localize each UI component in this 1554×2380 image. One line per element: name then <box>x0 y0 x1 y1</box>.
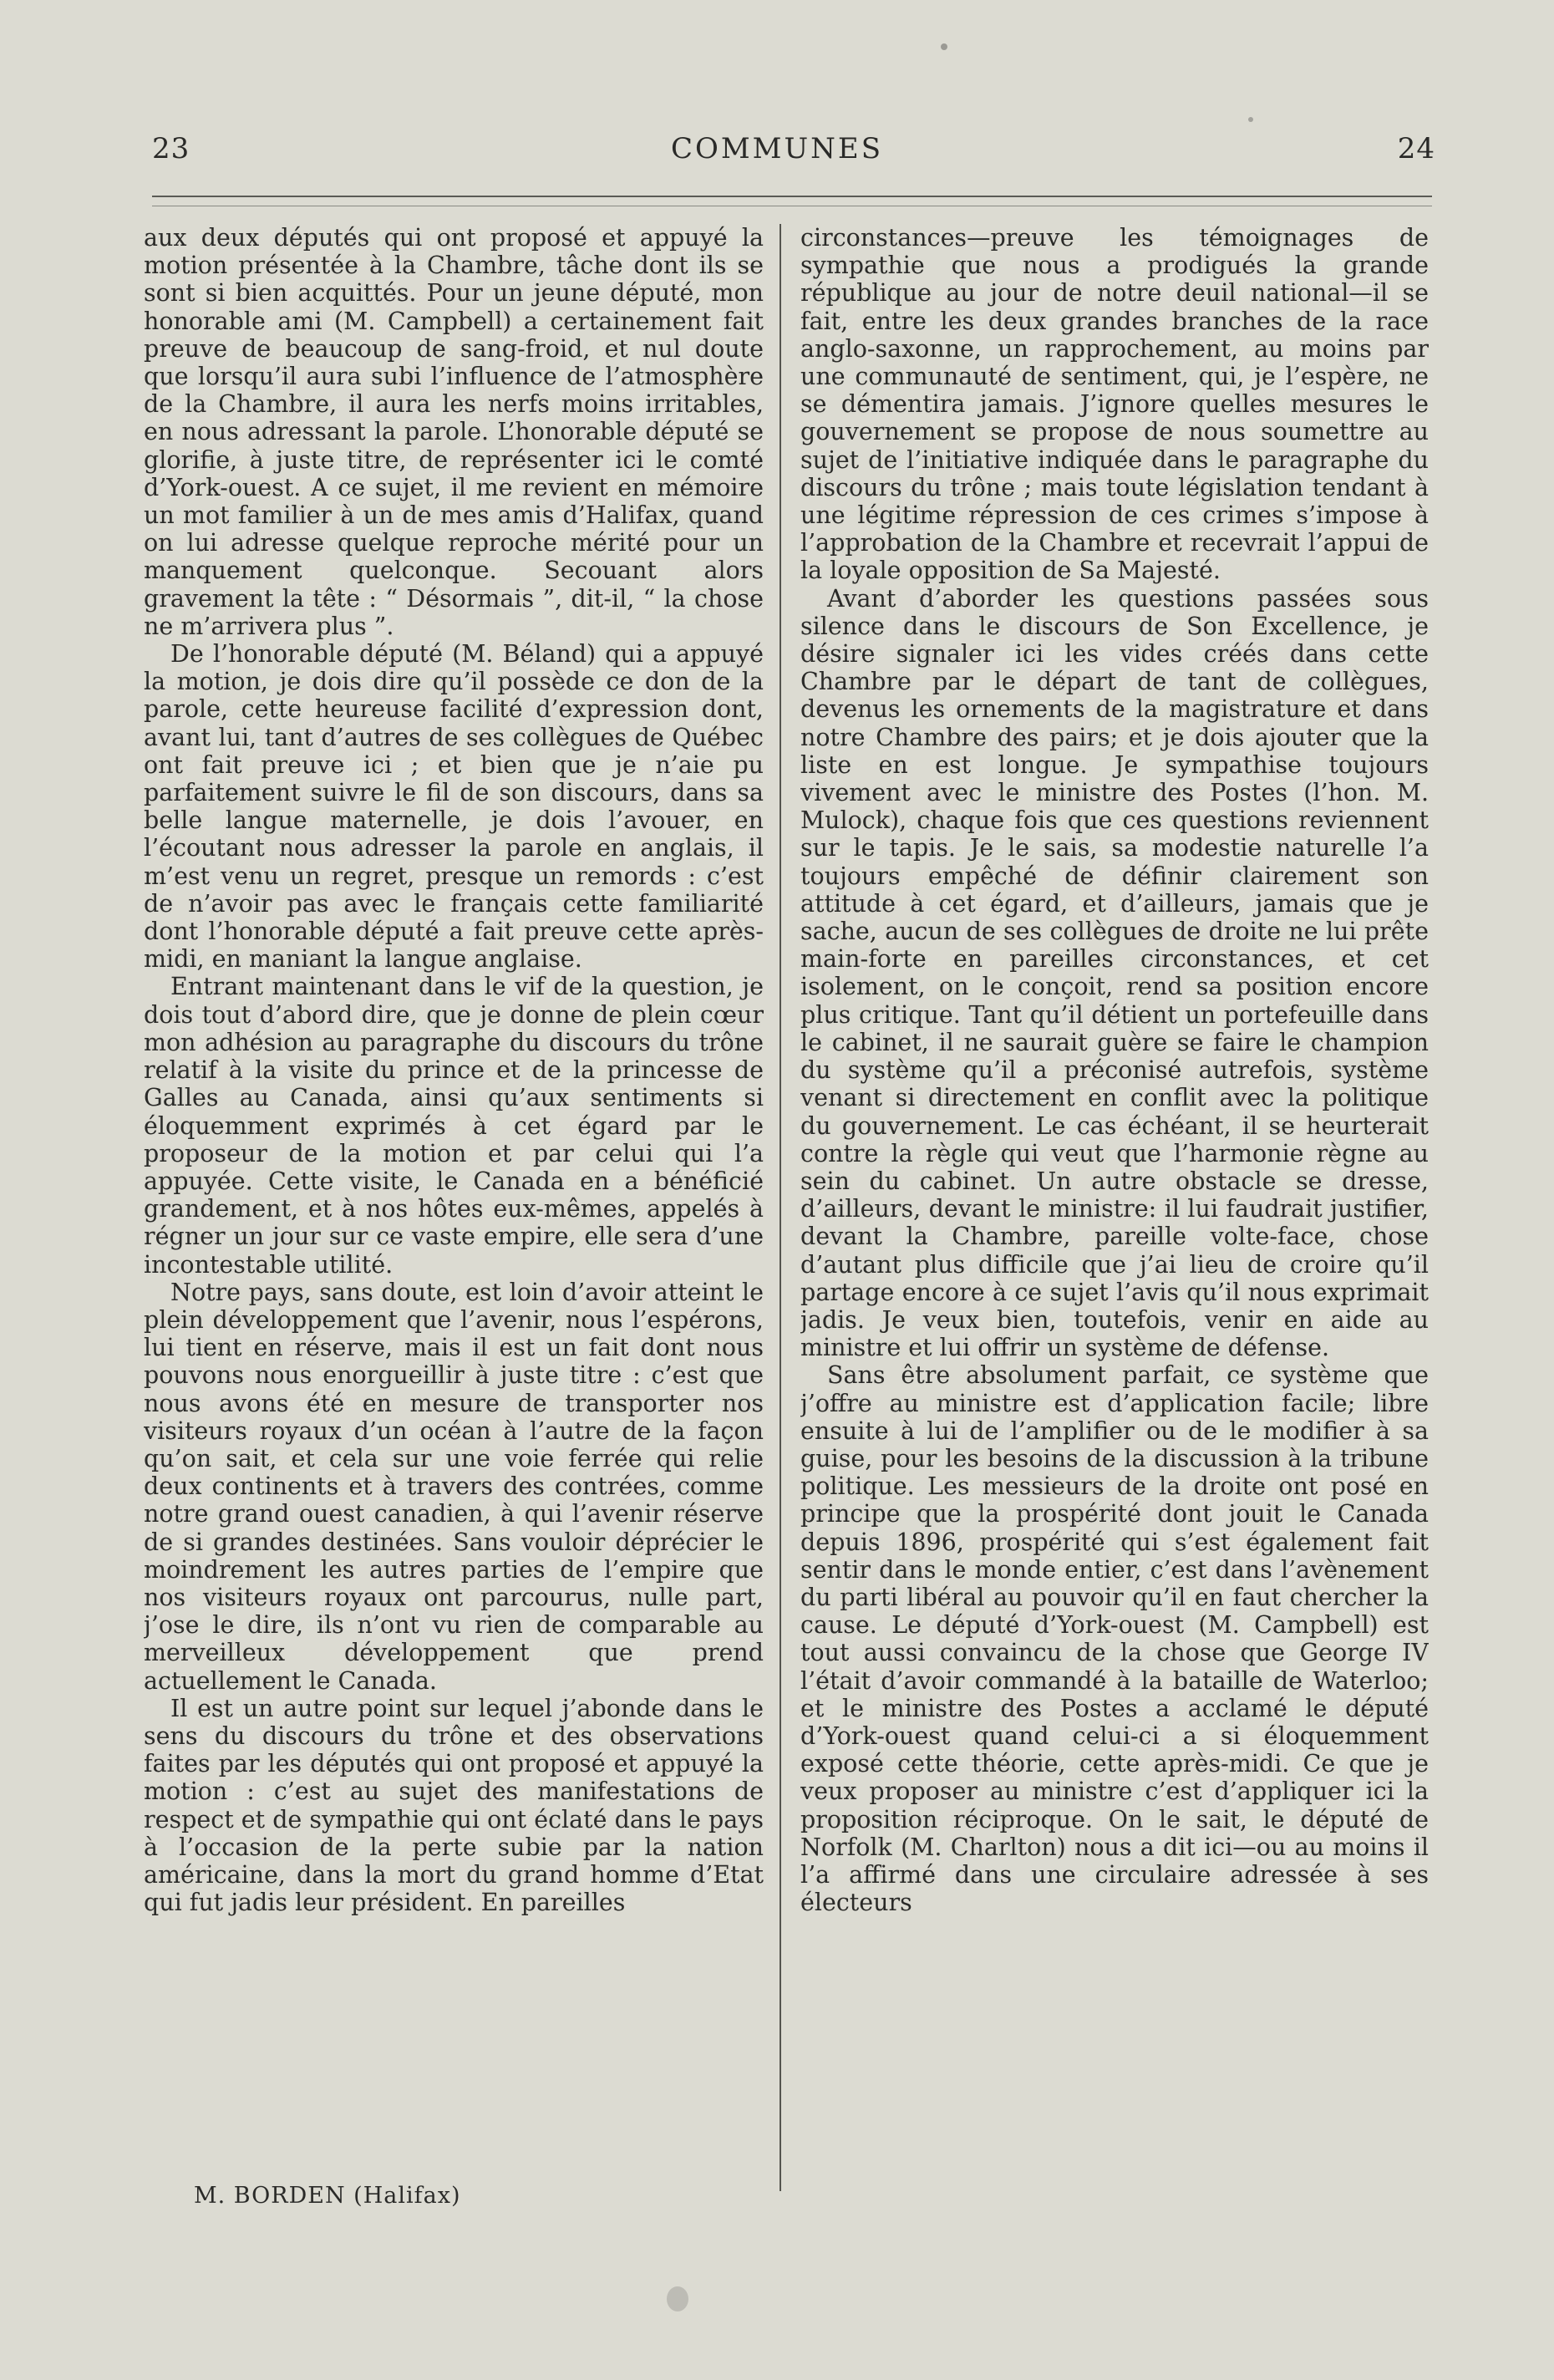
running-title: COMMUNES <box>670 132 884 165</box>
paragraph: De l’honorable député (M. Béland) qui a appuyé la motion, je dois dire qu’il possède ce don de la parole, cette heureuse facilité d’expression dont, avant lui, tant d’autres de ses collègues de Québec ont fait preuve ici ; et bien que je n’aie pu parfaitement suivre le fil de son discours, dans sa belle langue maternelle, je dois l’avouer, en l’écoutant nous adresser la parole en anglais, il m’est venu un regret, presque un remords : c’est de n’avoir pas avec le français cette familiarité dont l’honorable député a fait preuve cette après-midi, en maniant la langue anglaise. <box>144 640 764 974</box>
page-speck <box>1248 117 1253 122</box>
paragraph: Notre pays, sans doute, est loin d’avoir atteint le plein développement que l’avenir, nous l’espérons, lui tient en réserve, mais il est un fait dont nous pouvons nous enorgueillir à juste titre : c’est que nous avons été en mesure de transporter nos visiteurs royaux d’un océan à l’autre de la façon qu’on sait, et cela sur une voie ferrée qui relie deux continents et à travers des contrées, comme notre grand ouest canadien, à qui l’avenir réserve de si grandes destinées. Sans vouloir déprécier le moindrement les autres parties de l’empire que nos visiteurs royaux ont parcourus, nulle part, j’ose le dire, ils n’ont vu rien de comparable au merveilleux développement que prend actuellement le Canada. <box>144 1278 764 1695</box>
page-header <box>0 132 1554 174</box>
column-divider <box>780 224 781 2191</box>
paragraph: Avant d’aborder les questions passées sous silence dans le discours de Son Excellence, je désire signaler ici les vides créés dans cette Chambre par le départ de tant de collègues, devenus les ornements de la magistrature et dans notre Chambre des pairs; et je dois ajouter que la liste en est longue. Je sympathise toujours vivement avec le ministre des Postes (l’hon. M. Mulock), chaque fois que ces questions reviennent sur le tapis. Je le sais, sa modestie naturelle l’a toujours empêché de définir clairement son attitude à cet égard, et d’ailleurs, jamais que je sache, aucun de ses collègues de droite ne lui prête main-forte en pareilles circonstances, et cet isolement, on le conçoit, rend sa position encore plus critique. Tant qu’il détient un portefeuille dans le cabinet, il ne saurait guère se faire le champion du système qu’il a préconisé autrefois, système venant si directement en conflit avec la politique du gouvernement. Le cas échéant, il se heurterait contre la règle qui veut que l’harmonie règne au sein du cabinet. Un autre obstacle se dresse, d’ailleurs, devant le ministre: il lui faudrait justifier, devant la Chambre, pareille volte-face, chose d’autant plus difficile que j’ai lieu de croire qu’il partage encore à ce sujet l’avis qu’il nous exprimait jadis. Je veux bien, toutefois, venir en aide au ministre et lui offrir un système de défense. <box>800 584 1429 1362</box>
page-speck <box>941 43 947 50</box>
paragraph: Il est un autre point sur lequel j’abonde dans le sens du discours du trône et des observations faites par les députés qui ont proposé et appuyé la motion : c’est au sujet des manifestations de respect et de sympathie qui ont éclaté dans le pays à l’occasion de la perte subie par la nation américaine, dans la mort du grand homme d’Etat qui fut jadis leur président. En pareilles <box>144 1694 764 1917</box>
speaker-label: M. BORDEN (Halifax) <box>194 2183 461 2209</box>
paragraph: aux deux députés qui ont proposé et appuyé la motion présentée à la Chambre, tâche dont ils se sont si bien acquittés. Pour un jeune député, mon honorable ami (M. Campbell) a certainement fait preuve de beaucoup de sang-froid, et nul doute que lorsqu’il aura subi l’influence de l’atmosphère de la Chambre, il aura les nerfs moins irritables, en nous adressant la parole. L’honorable député se glorifie, à juste titre, de représenter ici le comté d’York-ouest. A ce sujet, il me revient en mémoire un mot familier à un de mes amis d’Halifax, quand on lui adresse quelque reproche mérité pour un manquement quelconque. Secouant alors gravement la tête : “ Désormais ”, dit-il, “ la chose ne m’arrivera plus ”. <box>144 224 764 640</box>
paragraph: Sans être absolument parfait, ce système que j’offre au ministre est d’application facile; libre ensuite à lui de l’amplifier ou de le modifier à sa guise, pour les besoins de la discussion à la tribune politique. Les messieurs de la droite ont posé en principe que la prospérité dont jouit le Canada depuis 1896, prospérité qui s’est également fait sentir dans le monde entier, c’est dans l’avènement du parti libéral au pouvoir qu’il en faut chercher la cause. Le député d’York-ouest (M. Campbell) est tout aussi convaincu de la chose que George IV l’était d’avoir commandé à la bataille de Waterloo; et le ministre des Postes a acclamé le député d’York-ouest quand celui-ci a si éloquemment exposé cette théorie, cette après-midi. Ce que je veux proposer au ministre c’est d’appliquer ici la proposition réciproque. On le sait, le député de Norfolk (M. Charlton) nous a dit ici—ou au moins il l’a affirmé dans une circulaire adressée à ses électeurs <box>800 1361 1429 1917</box>
left-column <box>144 224 764 2179</box>
paragraph: circonstances—preuve les témoignages de sympathie que nous a prodigués la grande république au jour de notre deuil national—il se fait, entre les deux grandes branches de la race anglo-saxonne, un rapprochement, au moins par une communauté de sentiment, qui, je l’espère, ne se démentira jamais. J’ignore quelles mesures le gouvernement se propose de nous soumettre au sujet de l’initiative indiquée dans le paragraphe du discours du trône ; mais toute législation tendant à une légitime répression de ces crimes s’impose à l’approbation de la Chambre et recevrait l’appui de la loyale opposition de Sa Majesté. <box>800 224 1429 585</box>
page-smudge <box>667 2286 688 2311</box>
left-page-number: 23 <box>152 132 190 165</box>
right-page-number: 24 <box>1397 132 1435 165</box>
paragraph: Entrant maintenant dans le vif de la question, je dois tout d’abord dire, que je donne de plein cœur mon adhésion au paragraphe du discours du trône relatif à la visite du prince et de la princesse de Galles au Canada, ainsi qu’aux sentiments si éloquemment exprimés à cet égard par le proposeur de la motion et par celui qui l’a appuyée. Cette visite, le Canada en a bénéficié grandement, et à nos hôtes eux-mêmes, appelés à régner un jour sur ce vaste empire, elle sera d’une incontestable utilité. <box>144 973 764 1279</box>
header-rule <box>152 196 1432 197</box>
right-column <box>800 224 1429 2179</box>
